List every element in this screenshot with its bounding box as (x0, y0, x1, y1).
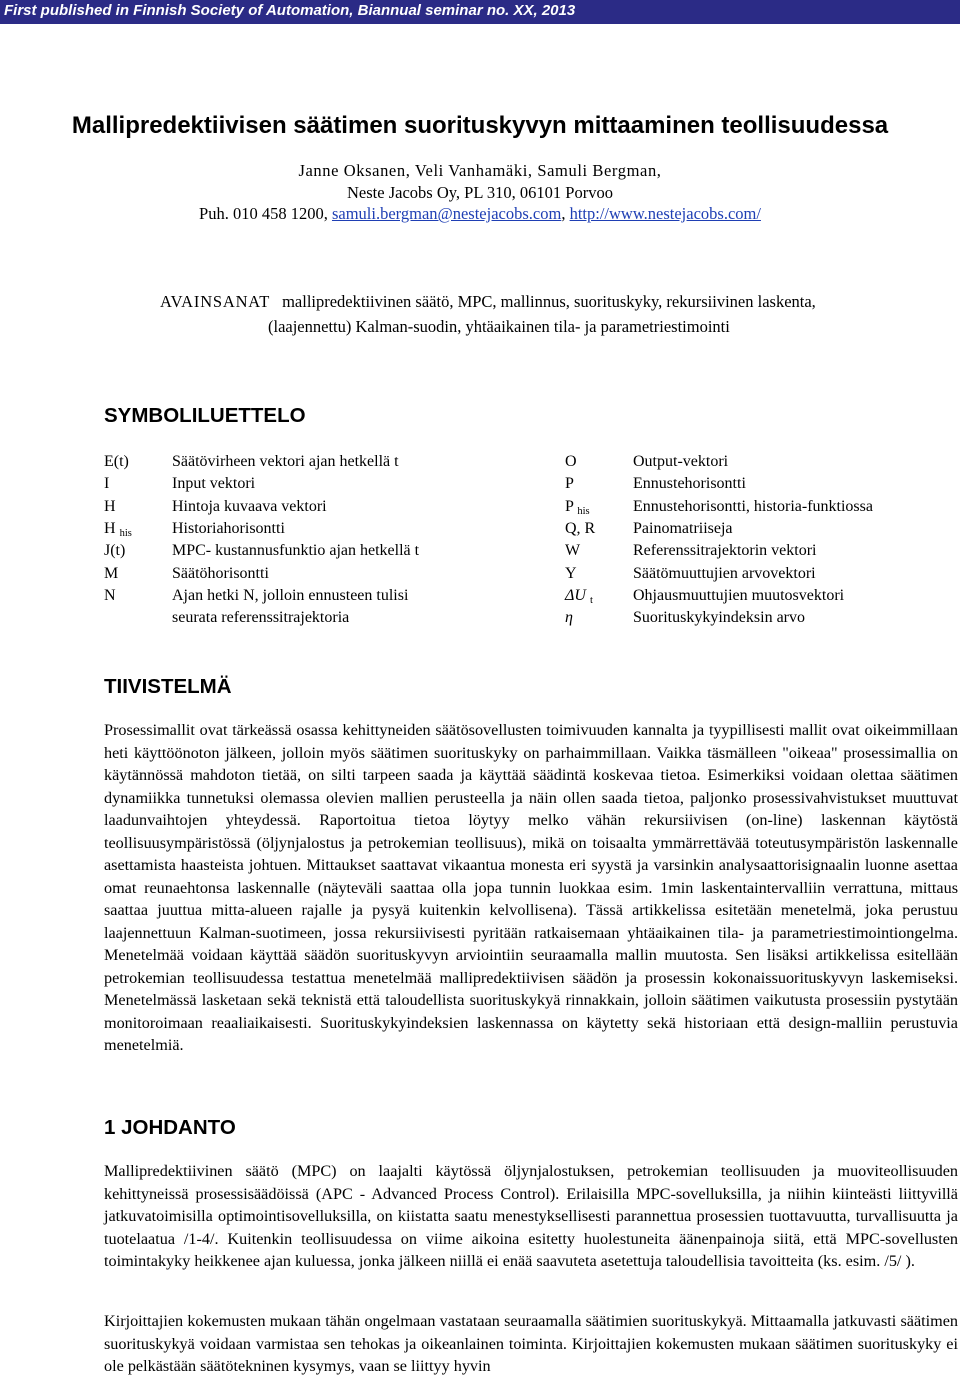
section-1-paragraph-2: Kirjoittajien kokemusten mukaan tähän ongelmaan vastataan seuraamalla säätimien suorituskykyä. Mittaamalla jatkuvasti säätimen suorituskykyä voidaan varmistaa sen tehokas ja oikeanlainen toiminta. Kirjoittajien kokemusten mukaan säätimen suorituskyky ei ole pelkästään säätötekninen kysymys, vaan se liittyy hyvin (104, 1312, 958, 1375)
symbol-description: Ajan hetki N, jolloin ennusteen tulisi (172, 586, 409, 604)
symbol-description: seurata referenssitrajektoria (172, 609, 350, 627)
symbol-code-text: W (565, 542, 581, 560)
symbol-code (565, 541, 580, 561)
phone: Puh. 010 458 1200, (199, 204, 328, 223)
symbol-code-text: O (565, 453, 577, 470)
symbol-code (104, 519, 132, 539)
symbol-description: Referenssitrajektorin vektori (633, 542, 817, 560)
header-banner (0, 0, 960, 24)
section-1-heading: 1 JOHDANTO (104, 1116, 236, 1139)
symbol-description: Ohjausmuuttujien muutosvektori (633, 586, 845, 604)
symbol-code (565, 519, 595, 539)
symbol-code-text: H (104, 519, 116, 537)
symbol-code-text: η (565, 609, 573, 627)
symbol-code (565, 608, 573, 628)
section-1-paragraph-1: Mallipredektiivinen säätö (MPC) on laajalti käytössä öljynjalostuksen, petrokemian teollisuuden ja muoviteollisuuden kehittyneissä prosessisäädöissä (APC - Advanced Process Control). Erilaisilla MPC-sovelluksilla, ja niihin kiinteästi liittyvillä jatkuvatoimisilla optimointisovelluksilla, on kiistatta saatu menestyksellisesti parannettua prosessien tuottavuutta, turvallisuutta ja tuotelaatua /1-4/. Kuitenkin teollisuudessa on viime aikoina esitetty huolestuneita äänenpainoja siitä, että MPC-sovellusten toimintakyky heikkenee ajan kuluessa, jonka jälkeen niillä ei enää saavuteta asetettuja taloudellisia tavoitteita (ks. esim. /5/ ). (104, 1162, 958, 1270)
affiliation: Neste Jacobs Oy, PL 310, 06101 Porvoo (347, 182, 613, 202)
symbol-code-text: Q, R (565, 519, 596, 537)
symbol-code (104, 564, 118, 584)
contact-separator: , (561, 204, 566, 223)
symbol-code (565, 586, 593, 606)
symbol-code (104, 541, 125, 561)
symbol-description: Input vektori (172, 475, 256, 493)
author-block (0, 160, 960, 225)
symbol-description: MPC- kustannusfunktio ajan hetkellä t (172, 542, 420, 560)
author-names: Janne Oksanen, Veli Vanhamäki, Samuli Bergman, (298, 161, 662, 180)
symbol-subscript: t (589, 594, 593, 606)
symbol-description: Säätömuuttujien arvovektori (633, 564, 816, 582)
publication-note: First published in Finnish Society of Automation, Biannual seminar no. XX, 2013 (4, 2, 576, 19)
symbol-code (104, 474, 109, 494)
symbol-code (565, 497, 590, 517)
symbol-code (565, 474, 574, 494)
symbol-code-text: I (104, 475, 110, 493)
abstract-text: Prosessimallit ovat tärkeässä osassa kehittyneiden säätösovellusten toimivuuden kannalta ja tyypillisesti mallit ovat oikeimmillaan heti käyttöönoton jälkeen, jolloin myös säätimen suorituskyky on parhaimmillaan. Vaikka täsmälleen "oikeaa" prosessimallia on käytännössä mahdoton tietää, on silti tarpeen saada ja käyttää säädintä koskevaa tietoa. Esimerkiksi voidaan olettaa säätimen dynamiikka tunnetuksi olemassa olevien mallien perusteella ja näin ollen saada tietoa, paljonko prosessivahvistukset muuttuvat laadunvaihtojen yhteydessä. Raportoitua tietoa löytyy melko vähän rekursiivisen (on-line) laskennan käytöstä teollisuusympäristössä (öljynjalostus ja petrokemian teollisuus), mikä on toisaalta ymmärrettävää toteutusympäristön laskennalle asettamista haasteista johtuen. Mittaukset saattavat vikaantua monesta eri syystä ja varsinkin analysaattorisignaalin luonne asettaa omat reunaehtonsa laskennalle (näyteväli saattaa olla jopa tunnin luokkaa esim. 1min laskentaintervalliin verrattuna, mittaus saattaa juuttua mitta-alueen rajalle ja pysyä kuitenkin kelvollisena). Tässä artikkelissa esitetään menetelmä, joka perustuu laajennettuun Kalman-suotimeen, jossa rekursiivisesti pyritään ratkaisemaan yhtäaikainen tila- ja parametriestimointiongelma. Menetelmää voidaan käyttää säädön suorituskyvyn arviointiin seuraamalla mallin muutosta. Sen lisäksi artikkelissa esitellään petrokemian teollisuudessa testattua menetelmää mallipredektiivisen säädön ja prosessin kokonaissuorituskyvyn laskemiseksi. Menetelmässä lasketaan sekä teknistä että taloudellista suorituskykyä rinnakkain, jolloin säätimen vaikutusta prosessiin pystytään monitoroimaan reaaliaikaisesti. Suorituskykyindeksien laskennassa on käytetty sekä historiaan että design-malliin perustuvia menetelmiä. (104, 721, 958, 1054)
symbol-code-text: P (565, 497, 574, 515)
keywords-label: AVAINSANAT (160, 292, 271, 311)
symbol-code-text: P (565, 475, 574, 493)
website-link[interactable]: http://www.nestejacobs.com/ (569, 204, 761, 223)
symbol-code-text: H (104, 497, 116, 515)
symbol-code (104, 452, 129, 472)
email-link[interactable]: samuli.bergman@nestejacobs.com (331, 204, 562, 223)
symbol-code (104, 497, 116, 517)
symbol-code (565, 452, 577, 472)
symbol-code-text: J(t) (104, 542, 126, 560)
symbol-description: Säätöhorisontti (172, 564, 269, 582)
symbol-code-text: M (104, 564, 119, 582)
symbol-description: Säätövirheen vektori ajan hetkellä t (172, 453, 399, 470)
symbol-description: Historiahorisontti (172, 519, 285, 537)
abstract-heading: TIIVISTELMÄ (104, 675, 232, 698)
symbol-code-text: E(t) (104, 453, 129, 470)
symbol-description: Hintoja kuvaava vektori (172, 497, 327, 515)
symbol-subscript: his (577, 505, 590, 517)
paper-title: Mallipredektiivisen säätimen suorituskyvyn mittaaminen teollisuudessa (71, 112, 889, 139)
symbol-description: Ennustehorisontti, historia-funktiossa (633, 497, 873, 515)
keywords-line-1: mallipredektiivinen säätö, MPC, mallinnus, suorituskyky, rekursiivinen laskenta, (282, 292, 816, 311)
symbol-code (104, 586, 116, 606)
symbol-description: Output-vektori (633, 453, 729, 470)
symbol-list-heading: SYMBOLILUETTELO (104, 404, 306, 427)
keywords-line-2: (laajennettu) Kalman-suodin, yhtäaikainen tila- ja parametriestimointi (268, 317, 730, 336)
symbol-description: Ennustehorisontti (633, 475, 746, 493)
symbol-description: Suorituskykyindeksin arvo (633, 609, 805, 627)
symbol-code-text: Y (565, 564, 577, 582)
symbol-subscript: his (119, 527, 132, 539)
keywords-block (160, 289, 816, 339)
symbol-code (565, 564, 577, 584)
contact-line (0, 203, 960, 225)
symbol-description: Painomatriiseja (633, 519, 733, 537)
symbol-code-text: ΔU (565, 586, 586, 604)
symbol-code-text: N (104, 586, 116, 604)
